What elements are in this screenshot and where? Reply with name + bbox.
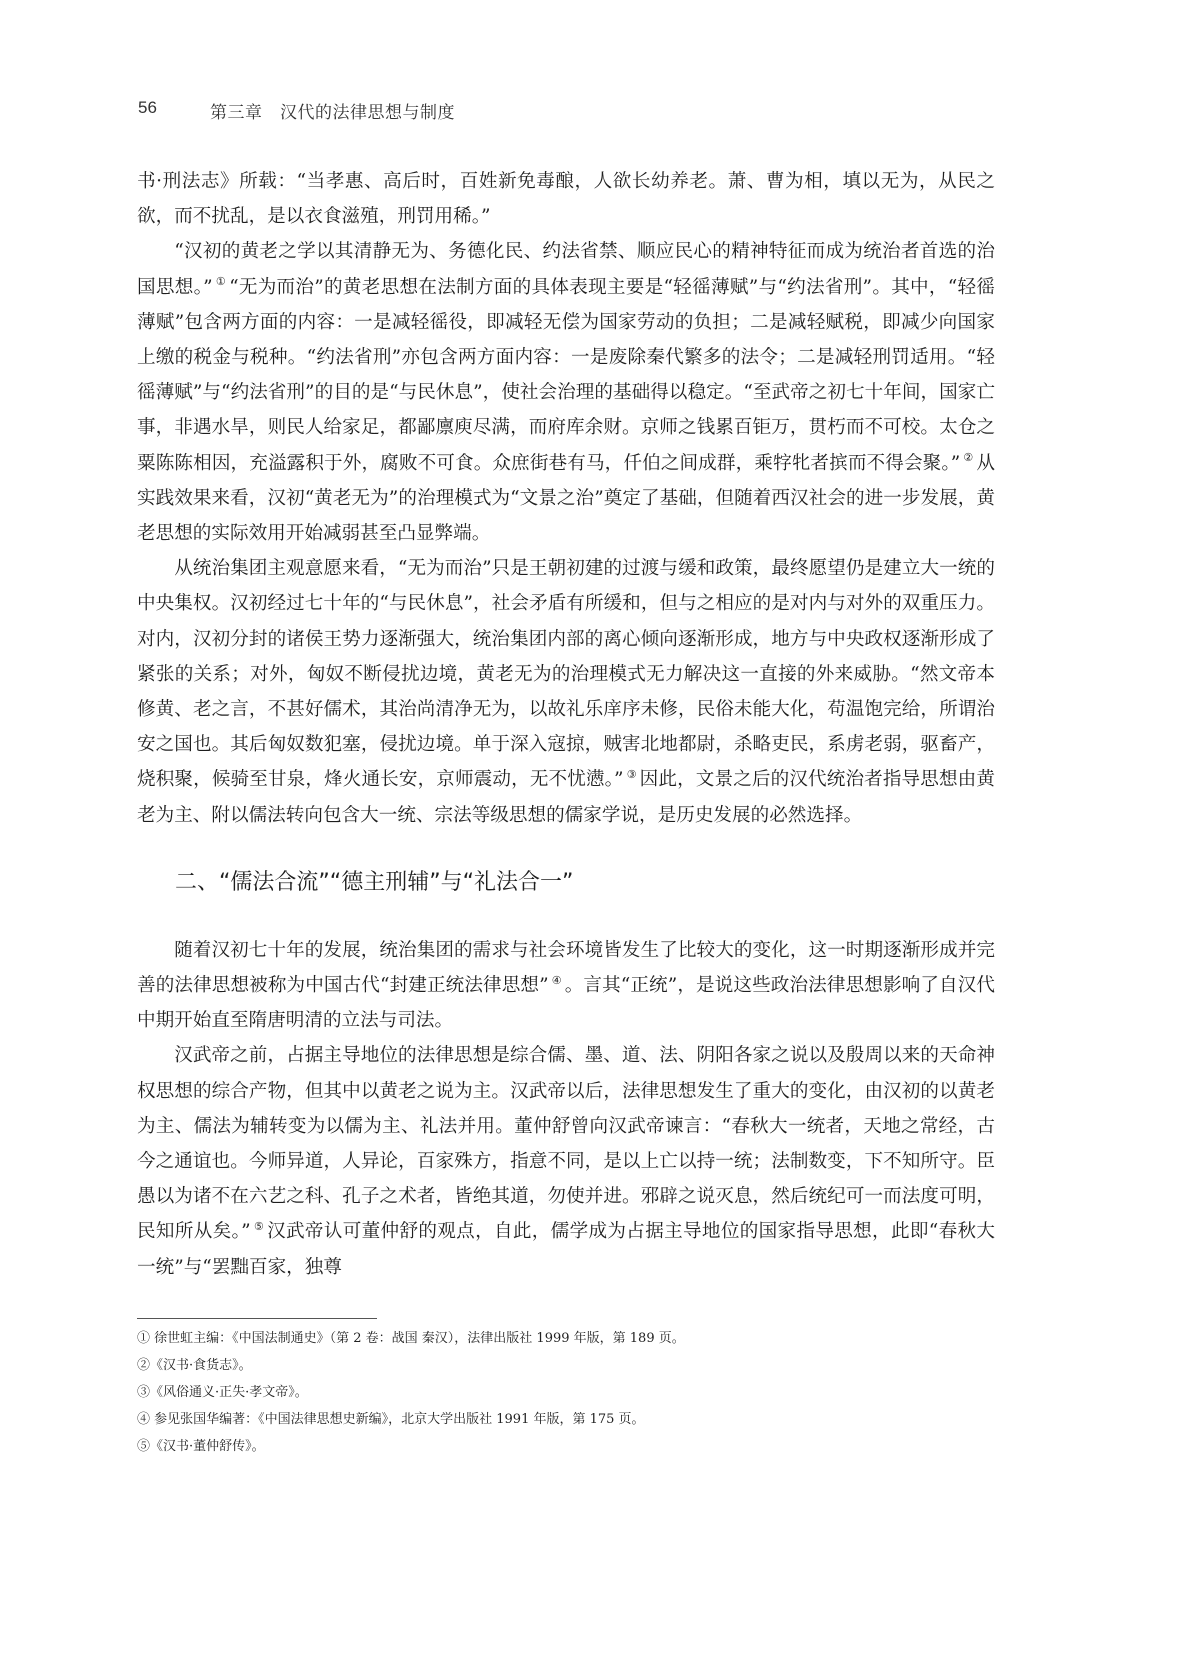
paragraph-5-text-b: 汉武帝认可董仲舒的观点，自此，儒学成为占据主导地位的国家指导思想，此即“春秋大一统”与“罢黜百家，独尊	[137, 1221, 995, 1278]
paragraph-3-text-a: 从统治集团主观意愿来看，“无为而治”只是王朝初建的过渡与缓和政策，最终愿望仍是建立大一统的中央集权。汉初经过七十年的“与民休息”，社会矛盾有所缓和，但与之相应的是对内与对外的双重压力。对内，汉初分封的诸侯王势力逐渐强大，统治集团内部的离心倾向逐渐形成，地方与中央政权逐渐形成了紧张的关系；对外，匈奴不断侵扰边境，黄老无为的治理模式无力解决这一直接的外来威胁。“然文帝本修黄、老之言，不甚好儒术，其治尚清净无为，以故礼乐庠序未修，民俗未能大化，苟温饱完给，所谓治安之国也。其后匈奴数犯塞，侵扰边境。单于深入寇掠，贼害北地都尉，杀略吏民，系虏老弱，驱畜产，烧积聚，候骑至甘泉，烽火通长安，京师震动，无不忧懑。”	[137, 558, 995, 791]
footnote-3: ③《风俗通义·正失·孝文帝》。	[137, 1385, 308, 1400]
footnote-mark-4: ④	[551, 973, 562, 987]
footnote-mark-1: ①	[215, 275, 227, 289]
paragraph-4	[137, 933, 995, 1039]
body-text	[137, 164, 995, 1285]
chapter-title: 第三章 汉代的法律思想与制度	[210, 103, 455, 122]
paragraph-3	[137, 551, 995, 833]
section-heading: 二、“儒法合流”“德主刑辅”与“礼法合一”	[175, 869, 574, 895]
footnotes	[137, 1318, 995, 1460]
paragraph-1-text: 书·刑法志》所载：“当孝惠、高后时，百姓新免毒酿，人欲长幼养老。萧、曹为相，填以无为，从民之欲，而不扰乱，是以衣食滋殖，刑罚用稀。”	[137, 171, 995, 228]
paragraph-2-text-c: 从实践效果来看，汉初“黄老无为”的治理模式为“文景之治”奠定了基础，但随着西汉社会的进一步发展，黄老思想的实际效用开始减弱甚至凸显弊端。	[137, 452, 995, 545]
footnote-2: ②《汉书·食货志》。	[137, 1358, 252, 1373]
paragraph-2	[137, 234, 995, 551]
footnote-4: ④ 参见张国华编著：《中国法律思想史新编》，北京大学出版社 1991 年版，第 175 页。	[137, 1412, 645, 1427]
running-header	[138, 98, 1068, 128]
footnote-mark-5: ⑤	[253, 1220, 265, 1234]
paragraph-4-text-b: 。言其“正统”，是说这些政治法律思想影响了自汉代中期开始直至隋唐明清的立法与司法。	[137, 975, 995, 1032]
paragraph-5-text-a: 汉武帝之前，占据主导地位的法律思想是综合儒、墨、道、法、阴阳各家之说以及殷周以来的天命神权思想的综合产物，但其中以黄老之说为主。汉武帝以后，法律思想发生了重大的变化，由汉初的以黄老为主、儒法为辅转变为以儒为主、礼法并用。董仲舒曾向汉武帝谏言：“春秋大一统者，天地之常经，古今之通谊也。今师异道，人异论，百家殊方，指意不同，是以上亡以持一统；法制数变，下不知所守。臣愚以为诸不在六艺之科、孔子之术者，皆绝其道，勿使并进。邪辟之说灭息，然后统纪可一而法度可明，民知所从矣。”	[137, 1045, 995, 1243]
footnote-divider	[137, 1318, 377, 1319]
paragraph-1	[137, 164, 995, 234]
paragraph-2-text-a: “汉初的黄老之学以其清静无为、务德化民、约法省禁、顺应民心的精神特征而成为统治者首选的治国思想。”	[137, 241, 995, 298]
footnote-mark-3: ③	[626, 768, 637, 782]
footnote-5: ⑤《汉书·董仲舒传》。	[137, 1439, 265, 1454]
footnote-1: ① 徐世虹主编：《中国法制通史》（第 2 卷：战国 秦汉），法律出版社 1999 年版，第 189 页。	[137, 1331, 685, 1346]
paragraph-3-text-b: 因此，文景之后的汉代统治者指导思想由黄老为主、附以儒法转向包含大一统、宗法等级思想的儒家学说，是历史发展的必然选择。	[137, 769, 995, 826]
paragraph-4-text-a: 随着汉初七十年的发展，统治集团的需求与社会环境皆发生了比较大的变化，这一时期逐渐形成并完善的法律思想被称为中国古代“封建正统法律思想”	[137, 939, 995, 997]
page-number: 56	[138, 98, 157, 117]
footnote-mark-2: ②	[963, 451, 974, 465]
paragraph-5	[137, 1038, 995, 1284]
paragraph-2-text-b: “无为而治”的黄老思想在法制方面的具体表现主要是“轻徭薄赋”与“约法省刑”。其中，“轻徭薄赋”包含两方面的内容：一是减轻徭役，即减轻无偿为国家劳动的负担；二是减轻赋税，即减少向国家上缴的税金与税种。“约法省刑”亦包含两方面内容：一是废除秦代繁多的法令；二是减轻刑罚适用。“轻徭薄赋”与“约法省刑”的目的是“与民休息”，使社会治理的基础得以稳定。“至武帝之初七十年间，国家亡事，非遇水旱，则民人给家足，都鄙廪庾尽满，而府库余财。京师之钱累百钜万，贯朽而不可校。太仓之粟陈陈相因，充溢露积于外，腐败不可食。众庶街巷有马，仟伯之间成群，乘牸牝者摈而不得会聚。”	[137, 276, 995, 474]
